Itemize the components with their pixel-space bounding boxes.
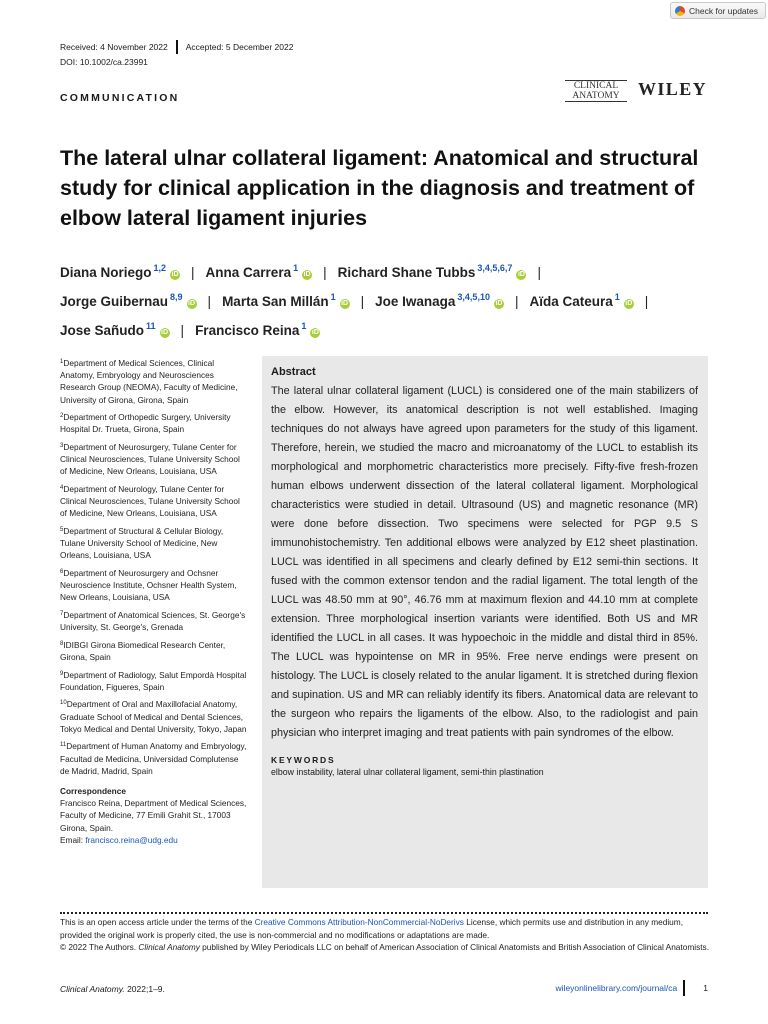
affiliation-number: 9 [60, 670, 64, 677]
author-name: Diana Noriego [60, 265, 152, 280]
footer-journal: Clinical Anatomy. [60, 984, 125, 994]
affiliation-text: Department of Neurology, Tulane Center for Clinical Neurosciences, Tulane University School of Medicine, New Orleans, Louisiana, USA [60, 484, 240, 519]
affiliation-text: Department of Structural & Cellular Biology, Tulane University School of Medicine, New Orleans, Louisiana, USA [60, 526, 224, 561]
author [529, 294, 633, 309]
affiliation [60, 566, 248, 604]
keywords-heading: KEYWORDS [271, 755, 336, 765]
author-name: Jose Sañudo [60, 323, 145, 338]
affiliation-text: IDIBGI Girona Biomedical Research Center, Girona, Spain [60, 639, 226, 662]
correspondence-title: Correspondence [60, 786, 126, 796]
doi: DOI: 10.1002/ca.23991 [60, 57, 148, 67]
author-affiliation-ref[interactable]: 11 [146, 321, 156, 331]
affiliation-number: 5 [60, 527, 64, 533]
author [60, 265, 180, 280]
affiliation [60, 440, 248, 478]
affiliation [60, 356, 248, 406]
orcid-icon[interactable]: iD [495, 300, 503, 307]
abstract-heading: Abstract [271, 366, 316, 378]
affiliation [60, 524, 248, 562]
abstract-box [262, 356, 708, 888]
author-affiliation-ref[interactable]: 3,4,5,10 [457, 292, 490, 302]
correspondence [60, 785, 248, 846]
orcid-icon[interactable]: iD [311, 329, 319, 336]
affiliation-number: 10 [60, 700, 67, 707]
author-separator: | [207, 294, 212, 309]
journal-logo-line2: ANATOMY [572, 90, 620, 101]
author-name: Richard Shane Tubbs [337, 265, 476, 280]
author-name: Joe Iwanaga [375, 294, 456, 309]
author-separator: | [514, 294, 519, 309]
license-link[interactable]: Creative Commons Attribution-NonCommercial-NoDerivs [254, 917, 464, 927]
section-label: COMMUNICATION [60, 92, 180, 104]
affiliation [60, 608, 248, 633]
affiliation [60, 638, 248, 663]
author-affiliation-ref[interactable]: 1 [614, 292, 620, 302]
author [60, 294, 197, 309]
date-separator [176, 40, 178, 54]
author-name: Aïda Cateura [529, 294, 613, 309]
author [206, 265, 313, 280]
author [222, 294, 350, 309]
orcid-icon[interactable]: iD [341, 300, 349, 307]
affiliation-text: Department of Anatomical Sciences, St. George's University, St. George's, Grenada [60, 610, 246, 633]
author-affiliation-ref[interactable]: 8,9 [170, 292, 183, 302]
email-label: Email: [60, 834, 86, 845]
author-affiliation-ref[interactable]: 1,2 [153, 263, 167, 273]
orcid-icon[interactable]: iD [171, 271, 179, 278]
author-affiliation-ref[interactable]: 1 [293, 263, 299, 273]
affiliation-number: 3 [60, 443, 64, 449]
author-affiliation-ref[interactable]: 1 [301, 321, 307, 331]
license-text [60, 916, 710, 941]
copyright-text [60, 941, 710, 954]
license-post: License, which permits use and distribution in any medium, provided the original work is properly cited, the use is non-commercial and no modifications or adaptations are made. [60, 917, 684, 940]
affiliation [60, 410, 248, 435]
received-date: Received: 4 November 2022 [60, 42, 168, 52]
affiliation-text: Department of Oral and Maxillofacial Anatomy, Graduate School of Medical and Dental Sciences, Tokyo Medical and Dental University, Tokyo, Japan [60, 699, 247, 734]
keywords-text: elbow instability, lateral ulnar collateral ligament, semi-thin plastination [271, 767, 544, 777]
journal-logo-line1: CLINICAL [573, 81, 619, 91]
affiliation-number: 6 [60, 569, 64, 575]
crossmark-icon [675, 6, 685, 16]
author [375, 294, 504, 309]
author-separator: | [323, 265, 327, 280]
copyright-journal: Clinical Anatomy [138, 942, 200, 953]
copyright-post: published by Wiley Periodicals LLC on behalf of American Association of Clinical Anatomists and British Association of Clinical Anatomists. [199, 942, 710, 953]
affiliation-number: 2 [60, 413, 64, 420]
affiliation [60, 668, 248, 693]
affiliation-text: Department of Medical Sciences, Clinical Anatomy, Embryology and Neurosciences Research Group (NEOMA), Faculty of Medicine, University of Girona, Girona, Spain [60, 358, 238, 405]
affiliation-number: 8 [60, 640, 64, 647]
affiliation-text: Department of Radiology, Salut Empordà Hospital Foundation, Figueres, Spain [60, 669, 247, 692]
affiliations [60, 356, 248, 846]
author-affiliation-ref[interactable]: 1 [330, 292, 336, 302]
page-number: 1 [703, 983, 708, 993]
author-list [60, 256, 740, 343]
footer-citation [60, 984, 165, 994]
affiliation [60, 739, 248, 777]
author [195, 323, 320, 338]
author [338, 265, 527, 280]
orcid-icon[interactable]: iD [303, 271, 311, 278]
affiliation-text: Department of Human Anatomy and Embryology, Facultad de Medicina, Universidad Complutense de Madrid, Madrid, Spain [60, 741, 247, 776]
affiliation-number: 11 [60, 742, 67, 749]
accepted-date: Accepted: 5 December 2022 [185, 42, 294, 52]
check-for-updates-label: Check for updates [689, 5, 758, 16]
footer-citation-detail: 2022;1–9. [124, 984, 165, 994]
author-separator: | [644, 294, 649, 309]
affiliation [60, 482, 248, 520]
orcid-icon[interactable]: iD [517, 271, 525, 278]
journal-url-link[interactable]: wileyonlinelibrary.com/journal/ca [555, 983, 678, 993]
author-separator: | [191, 265, 195, 280]
author-name: Marta San Millán [222, 294, 329, 309]
affiliation-text: Department of Orthopedic Surgery, University Hospital Dr. Trueta, Girona, Spain [60, 412, 231, 435]
orcid-icon[interactable]: iD [625, 300, 633, 307]
correspondence-text: Francisco Reina, Department of Medical Sciences, Faculty of Medicine, 77 Emili Grahit St., 17003 Girona, Spain. [60, 798, 247, 833]
license-divider [60, 912, 708, 914]
footer-separator [683, 980, 685, 996]
article-dates [60, 40, 293, 54]
affiliation-list [60, 356, 248, 777]
license-pre: This is an open access article under the terms of the [60, 917, 255, 927]
affiliation-number: 7 [60, 611, 64, 617]
correspondence-email-line [60, 834, 248, 846]
affiliation-number: 4 [60, 485, 64, 491]
author [60, 323, 170, 338]
article-title: The lateral ulnar collateral ligament: Anatomical and structural study for clinical application in the diagnosis and treatment of elbow lateral ligament injuries [60, 146, 699, 230]
author-name: Anna Carrera [205, 265, 292, 280]
copyright-pre: © 2022 The Authors. [60, 942, 139, 953]
orcid-icon[interactable]: iD [161, 329, 169, 336]
author-separator: | [180, 323, 185, 338]
affiliation-number: 1 [60, 359, 64, 365]
footer-right [556, 980, 708, 996]
journal-logo [565, 80, 627, 102]
affiliation-text: Department of Neurosurgery, Tulane Center for Clinical Neurosciences, Tulane University School of Medicine, New Orleans, Louisiana, USA [60, 442, 240, 477]
publisher-logo: WILEY [638, 79, 708, 99]
author-separator: | [537, 265, 541, 280]
author-name: Jorge Guibernau [60, 294, 169, 309]
abstract-text: The lateral ulnar collateral ligament (LUCL) is considered one of the main stabilizers of the elbow. However, its anatomical description is not well established. Imaging techniques do not always have agreed upon parameters for the study of this ligament. Therefore, herein, we studied the macro and microanatomy of the LUCL to establish its morphological and morphometric characteristics more precisely. Fifty-five fresh-frozen human elbows underwent dissection of the lateral collateral ligament. Morphological characteristics were studied in detail. Ultrasound (US) and magnetic resonance (MR) were done before dissection. Two specimens were selected for PGP 9.5 S immunohistochemistry. Ten additional elbows were analyzed by E12 sheet plastination. LUCL was identified in all specimens and clearly defined by E12 semi-thin sections. It fused with the common extensor tendon and the radial ligament. The total length of the LUCL was 48.50 mm at 90°, 46.76 mm at maximum flexion and 44.10 mm at complete extension. Three morphological insertion variants were identified. Both US and MR identified the LUCL in all cases. It was hypoechoic in the middle and distal third in 85%. The LUCL was hypointense on MR in 95%. Free nerve endings were present on histology. The LUCL is closely related to the anular ligament. It is stretched during flexion and supination. US and MR can reliably identify its fibers. Anatomical data are relevant to the surgeon who repairs the ligaments of the elbow. Also, to the radiologist and pain physician who interpret imaging and treat patients with pain syndromes of the elbow. [271, 385, 698, 739]
license-notice [60, 916, 710, 954]
author-affiliation-ref[interactable]: 3,4,5,6,7 [477, 263, 513, 273]
affiliation [60, 697, 248, 735]
affiliation-text: Department of Neurosurgery and Ochsner Neuroscience Institute, Ochsner Health System, New Orleans, Louisiana, USA [60, 568, 237, 603]
author-separator: | [360, 294, 365, 309]
email-link[interactable]: francisco.reina@udg.edu [85, 834, 178, 845]
orcid-icon[interactable]: iD [188, 300, 196, 307]
check-for-updates-button[interactable] [670, 2, 766, 19]
author-name: Francisco Reina [195, 323, 300, 338]
